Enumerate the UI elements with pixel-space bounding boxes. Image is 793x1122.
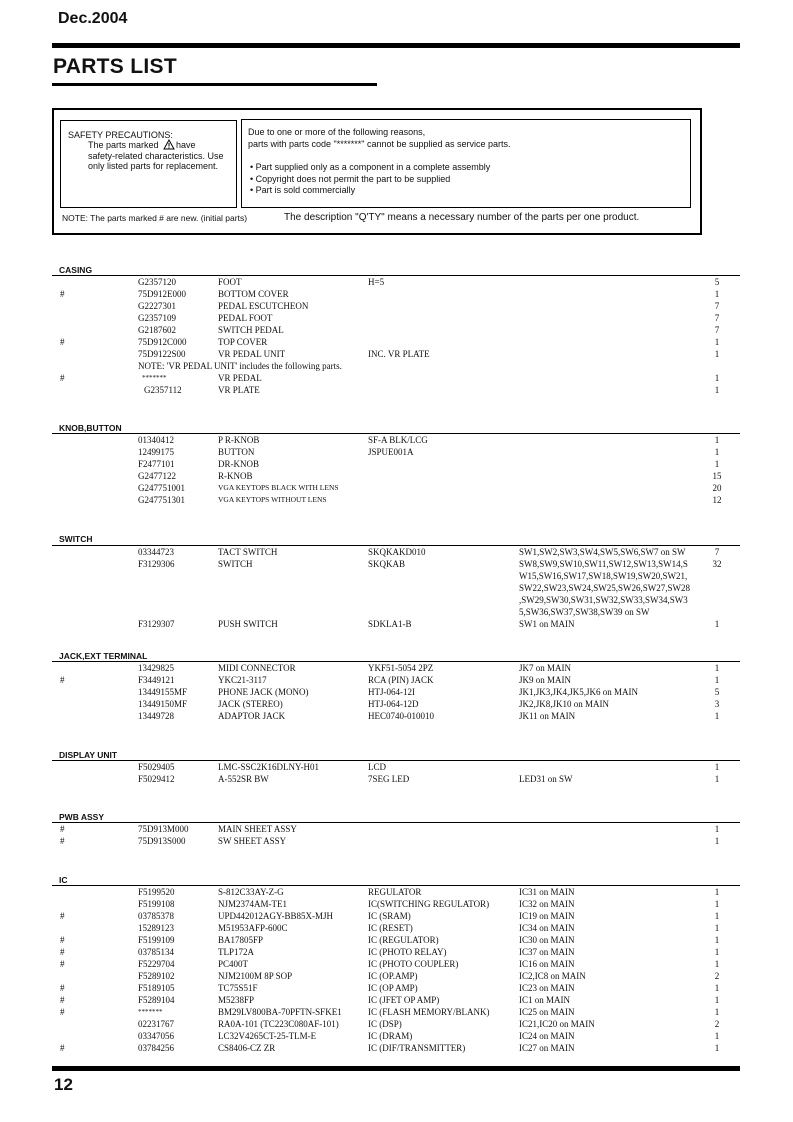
cell-qty: 1 xyxy=(714,459,720,469)
cell-part: G247751301 xyxy=(138,495,185,505)
cell-spec: SF-A BLK/LCG xyxy=(368,435,428,445)
cell-desc: BM29LV800BA-70PFTN-SFKE1 xyxy=(218,1007,342,1017)
table-row xyxy=(0,898,793,910)
cell-desc: S-812C33AY-Z-G xyxy=(218,887,284,897)
cell-spec: IC (PHOTO RELAY) xyxy=(368,947,447,957)
cell-loc: JK11 on MAIN xyxy=(519,711,576,721)
cell-loc: IC32 on MAIN xyxy=(519,899,575,909)
cell-desc: BUTTON xyxy=(218,447,255,457)
table-row xyxy=(0,618,793,630)
cell-loc: SW1 on MAIN xyxy=(519,619,575,629)
section-title-jack: JACK,EXT TERMINAL xyxy=(59,651,148,661)
cell-part: F3129307 xyxy=(138,619,175,629)
cell-spec: SDKLA1-B xyxy=(368,619,412,629)
cell-desc: TACT SWITCH xyxy=(218,547,278,557)
cell-loc: IC19 on MAIN xyxy=(519,911,575,921)
cell-desc: SWITCH PEDAL xyxy=(218,325,284,335)
cell-part: ******* xyxy=(138,1008,163,1016)
cell-spec: YKF51-5054 2PZ xyxy=(368,663,434,673)
cell-part: 03347056 xyxy=(138,1031,174,1041)
cell-part: G2227301 xyxy=(138,301,176,311)
cell-part: G2187602 xyxy=(138,325,176,335)
cell-qty: 7 xyxy=(714,313,720,323)
cell-spec: H=5 xyxy=(368,277,385,287)
cell-qty: 7 xyxy=(714,325,720,335)
cell-part: 02231767 xyxy=(138,1019,174,1029)
cell-qty: 15 xyxy=(712,471,722,481)
cell-loc: IC34 on MAIN xyxy=(519,923,575,933)
cell-desc: JACK (STEREO) xyxy=(218,699,283,709)
top-rule xyxy=(52,43,740,48)
cell-desc: M51953AFP-600C xyxy=(218,923,288,933)
cell-desc: M5238FP xyxy=(218,995,255,1005)
cell-qty: 1 xyxy=(714,995,720,1005)
cell-qty: 12 xyxy=(712,495,722,505)
cell-part: F3449121 xyxy=(138,675,175,685)
cell-desc: R-KNOB xyxy=(218,471,253,481)
cell-spec: INC. VR PLATE xyxy=(368,349,430,359)
cell-qty: 1 xyxy=(714,675,720,685)
cell-part: 75D912E000 xyxy=(138,289,186,299)
table-row xyxy=(0,300,793,312)
cell-qty: 1 xyxy=(714,385,720,395)
cell-loc: IC23 on MAIN xyxy=(519,983,575,993)
cell-part: 75D912C000 xyxy=(138,337,187,347)
cell-desc: PEDAL ESCUTCHEON xyxy=(218,301,309,311)
table-row xyxy=(0,360,793,372)
cell-spec: IC (DIF/TRANSMITTER) xyxy=(368,1043,466,1053)
table-row xyxy=(0,970,793,982)
cell-loc: IC25 on MAIN xyxy=(519,1007,575,1017)
cell-desc: NJM2100M 8P SOP xyxy=(218,971,293,981)
table-row xyxy=(0,312,793,324)
section-title-display-unit: DISPLAY UNIT xyxy=(59,750,118,760)
page-number: 12 xyxy=(54,1075,73,1094)
cell-desc: BA17805FP xyxy=(218,935,264,945)
cell-mark: # xyxy=(60,911,65,921)
cell-part: G2357120 xyxy=(138,277,176,287)
cell-loc: SW22,SW23,SW24,SW25,SW26,SW27,SW28 xyxy=(519,583,690,593)
cell-desc: P R-KNOB xyxy=(218,435,260,445)
cell-loc: IC27 on MAIN xyxy=(519,1043,575,1053)
cell-qty: 1 xyxy=(714,836,720,846)
table-row xyxy=(0,710,793,722)
cell-mark: # xyxy=(60,1043,65,1053)
cell-mark: # xyxy=(60,289,65,299)
table-row xyxy=(0,558,793,570)
supply-note-line: Due to one or more of the following reasons, xyxy=(248,127,426,137)
cell-qty: 20 xyxy=(712,483,722,493)
cell-spec: IC (RESET) xyxy=(368,923,413,933)
cell-spec: IC(SWITCHING REGULATOR) xyxy=(368,899,490,909)
cell-desc: SWITCH xyxy=(218,559,253,569)
cell-desc: PEDAL FOOT xyxy=(218,313,273,323)
cell-part: 03344723 xyxy=(138,547,174,557)
table-row xyxy=(0,773,793,785)
date-label: Dec.2004 xyxy=(58,10,128,27)
table-row xyxy=(0,482,793,494)
cell-mark: # xyxy=(60,675,65,685)
cell-qty: 1 xyxy=(714,349,720,359)
table-row xyxy=(0,384,793,396)
cell-part: 13449150MF xyxy=(138,699,188,709)
cell-desc: TOP COVER xyxy=(218,337,268,347)
cell-spec: HTJ-064-12D xyxy=(368,699,419,709)
table-row xyxy=(0,761,793,773)
section-title-pwb-assy: PWB ASSY xyxy=(59,812,105,822)
table-row xyxy=(0,835,793,847)
table-row xyxy=(0,606,793,618)
cell-desc: VGA KEYTOPS WITHOUT LENS xyxy=(218,495,327,504)
cell-part: F5029405 xyxy=(138,762,175,772)
cell-qty: 1 xyxy=(714,619,720,629)
cell-qty: 1 xyxy=(714,774,720,784)
cell-desc: TC75S51F xyxy=(218,983,258,993)
cell-loc: IC16 on MAIN xyxy=(519,959,575,969)
supply-note-line: parts with parts code "*******" cannot be supplied as service parts. xyxy=(248,139,511,149)
cell-part: F5199520 xyxy=(138,887,175,897)
cell-qty: 1 xyxy=(714,824,720,834)
table-row xyxy=(0,336,793,348)
cell-loc: JK9 on MAIN xyxy=(519,675,572,685)
table-row xyxy=(0,446,793,458)
cell-part: 13449155MF xyxy=(138,687,188,697)
cell-part: 03785134 xyxy=(138,947,174,957)
cell-qty: 5 xyxy=(714,687,720,697)
table-row xyxy=(0,546,793,558)
cell-part: 75D913M000 xyxy=(138,824,189,834)
cell-loc: JK7 on MAIN xyxy=(519,663,572,673)
cell-desc: DR-KNOB xyxy=(218,459,260,469)
cell-qty: 1 xyxy=(714,983,720,993)
cell-desc: A-552SR BW xyxy=(218,774,269,784)
cell-spec: IC (DSP) xyxy=(368,1019,402,1029)
cell-qty: 7 xyxy=(714,547,720,557)
cell-spec: HTJ-064-12I xyxy=(368,687,415,697)
cell-mark: # xyxy=(60,373,65,383)
cell-qty: 1 xyxy=(714,447,720,457)
cell-desc: YKC21-3117 xyxy=(218,675,267,685)
cell-desc: VR PLATE xyxy=(218,385,260,395)
cell-part: F2477101 xyxy=(138,459,175,469)
table-row xyxy=(0,1006,793,1018)
cell-spec: HEC0740-010010 xyxy=(368,711,434,721)
cell-qty: 1 xyxy=(714,711,720,721)
cell-loc: SW1,SW2,SW3,SW4,SW5,SW6,SW7 on SW xyxy=(519,547,686,557)
cell-mark: # xyxy=(60,836,65,846)
table-row xyxy=(0,922,793,934)
cell-qty: 1 xyxy=(714,289,720,299)
cell-loc: IC37 on MAIN xyxy=(519,947,575,957)
cell-desc: NJM2374AM-TE1 xyxy=(218,899,287,909)
table-row xyxy=(0,594,793,606)
cell-qty: 1 xyxy=(714,947,720,957)
cell-part: G247751001 xyxy=(138,483,185,493)
cell-mark: # xyxy=(60,824,65,834)
table-row xyxy=(0,674,793,686)
cell-loc: W15,SW16,SW17,SW18,SW19,SW20,SW21, xyxy=(519,571,688,581)
cell-loc: IC30 on MAIN xyxy=(519,935,575,945)
cell-qty: 5 xyxy=(714,277,720,287)
cell-part: F5199109 xyxy=(138,935,175,945)
cell-qty: 1 xyxy=(714,663,720,673)
cell-desc: LMC-SSC2K16DLNY-H01 xyxy=(218,762,320,772)
safety-line: The parts marked xyxy=(88,140,159,150)
cell-spec: IC (REGULATOR) xyxy=(368,935,439,945)
table-row xyxy=(0,886,793,898)
section-title-switch: SWITCH xyxy=(59,534,93,544)
cell-desc: LC32V4265CT-25-TLM-E xyxy=(218,1031,317,1041)
page-title: PARTS LIST xyxy=(53,55,177,78)
cell-loc: SW8,SW9,SW10,SW11,SW12,SW13,SW14,S xyxy=(519,559,688,569)
table-row xyxy=(0,958,793,970)
cell-loc: JK1,JK3,JK4,JK5,JK6 on MAIN xyxy=(519,687,639,697)
cell-loc: LED31 on SW xyxy=(519,774,573,784)
cell-mark: # xyxy=(60,947,65,957)
supply-reason: • Part is sold commercially xyxy=(250,185,356,195)
cell-loc: IC21,IC20 on MAIN xyxy=(519,1019,595,1029)
cell-part: F5189105 xyxy=(138,983,175,993)
cell-qty: 1 xyxy=(714,935,720,945)
table-row xyxy=(0,982,793,994)
cell-qty: 1 xyxy=(714,435,720,445)
cell-part: 03784256 xyxy=(138,1043,174,1053)
cell-qty: 1 xyxy=(714,887,720,897)
cell-part: F5229704 xyxy=(138,959,175,969)
cell-spec: IC (PHOTO COUPLER) xyxy=(368,959,459,969)
cell-qty: 32 xyxy=(712,559,722,569)
cell-mark: # xyxy=(60,995,65,1005)
cell-qty: 3 xyxy=(714,699,720,709)
title-rule xyxy=(52,83,377,86)
cell-desc: VR PEDAL UNIT xyxy=(218,349,286,359)
cell-mark: # xyxy=(60,983,65,993)
cell-desc: BOTTOM COVER xyxy=(218,289,289,299)
cell-mark: # xyxy=(60,935,65,945)
cell-loc: IC1 on MAIN xyxy=(519,995,570,1005)
table-row xyxy=(0,910,793,922)
cell-part: G2357112 xyxy=(144,385,182,395)
cell-desc: PC400T xyxy=(218,959,249,969)
safety-line: only listed parts for replacement. xyxy=(88,161,219,171)
table-row xyxy=(0,823,793,835)
table-row xyxy=(0,1018,793,1030)
table-row xyxy=(0,348,793,360)
supply-reason: • Part supplied only as a component in a complete assembly xyxy=(250,162,491,172)
cell-qty: 2 xyxy=(714,1019,720,1029)
cell-qty: 7 xyxy=(714,301,720,311)
cell-qty: 1 xyxy=(714,923,720,933)
cell-spec: 7SEG LED xyxy=(368,774,410,784)
cell-part: G2477122 xyxy=(138,471,176,481)
cell-qty: 1 xyxy=(714,959,720,969)
qty-note: The description "Q'TY" means a necessary number of the parts per one product. xyxy=(284,212,640,223)
cell-desc: MIDI CONNECTOR xyxy=(218,663,296,673)
cell-loc: IC2,IC8 on MAIN xyxy=(519,971,586,981)
table-row xyxy=(0,934,793,946)
table-row xyxy=(0,662,793,674)
cell-mark: # xyxy=(60,1007,65,1017)
cell-qty: 1 xyxy=(714,373,720,383)
cell-part: F5029412 xyxy=(138,774,175,784)
cell-loc: JK2,JK8,JK10 on MAIN xyxy=(519,699,610,709)
cell-qty: 1 xyxy=(714,911,720,921)
cell-qty: 1 xyxy=(714,1007,720,1017)
cell-desc: SW SHEET ASSY xyxy=(218,836,287,846)
cell-spec: RCA (PIN) JACK xyxy=(368,675,434,685)
table-row xyxy=(0,434,793,446)
table-row xyxy=(0,994,793,1006)
table-row xyxy=(0,458,793,470)
cell-qty: 1 xyxy=(714,899,720,909)
safety-line: safety-related characteristics. Use xyxy=(88,151,224,161)
cell-part: ******* xyxy=(142,374,167,382)
cell-desc: VR PEDAL xyxy=(218,373,262,383)
table-row xyxy=(0,372,793,384)
cell-mark: # xyxy=(60,959,65,969)
cell-qty: 1 xyxy=(714,1031,720,1041)
table-row xyxy=(0,276,793,288)
cell-part: 13449728 xyxy=(138,711,174,721)
safety-line: SAFETY PRECAUTIONS: xyxy=(68,130,173,140)
cell-spec: LCD xyxy=(368,762,386,772)
warning-triangle-icon xyxy=(163,139,175,150)
cell-part: 75D9122S00 xyxy=(138,349,186,359)
table-row xyxy=(0,288,793,300)
cell-part: 01340412 xyxy=(138,435,174,445)
table-row xyxy=(0,698,793,710)
cell-part: G2357109 xyxy=(138,313,176,323)
cell-part: 75D913S000 xyxy=(138,836,186,846)
cell-spec: SKQKAB xyxy=(368,559,406,569)
cell-spec: IC (DRAM) xyxy=(368,1031,413,1041)
table-row xyxy=(0,570,793,582)
table-row xyxy=(0,946,793,958)
cell-part: F5289104 xyxy=(138,995,175,1005)
supply-reason: • Copyright does not permit the part to be supplied xyxy=(250,174,451,184)
cell-qty: 1 xyxy=(714,1043,720,1053)
section-title-knob-button: KNOB,BUTTON xyxy=(59,423,122,433)
new-parts-note: NOTE: The parts marked # are new. (initial parts) xyxy=(62,213,248,223)
cell-spec: SKQKAKD010 xyxy=(368,547,426,557)
cell-qty: 2 xyxy=(714,971,720,981)
cell-loc: IC24 on MAIN xyxy=(519,1031,575,1041)
table-row xyxy=(0,686,793,698)
cell-part: NOTE: 'VR PEDAL UNIT' includes the following parts. xyxy=(138,361,342,371)
cell-part: F3129306 xyxy=(138,559,175,569)
cell-desc: ADAPTOR JACK xyxy=(218,711,286,721)
cell-desc: MAIN SHEET ASSY xyxy=(218,824,297,834)
cell-desc: VGA KEYTOPS BLACK WITH LENS xyxy=(218,483,339,492)
cell-part: 15289123 xyxy=(138,923,174,933)
cell-desc: UPD442012AGY-BB85X-MJH xyxy=(218,911,334,921)
table-row xyxy=(0,324,793,336)
section-title-casing: CASING xyxy=(59,265,93,275)
cell-part: F5289102 xyxy=(138,971,175,981)
cell-mark: # xyxy=(60,337,65,347)
cell-spec: IC (SRAM) xyxy=(368,911,411,921)
cell-loc: IC31 on MAIN xyxy=(519,887,575,897)
bottom-rule xyxy=(52,1066,740,1071)
cell-desc: PHONE JACK (MONO) xyxy=(218,687,309,697)
cell-desc: PUSH SWITCH xyxy=(218,619,278,629)
table-row xyxy=(0,1042,793,1054)
table-row xyxy=(0,1030,793,1042)
cell-loc: 5,SW36,SW37,SW38,SW39 on SW xyxy=(519,607,650,617)
cell-spec: REGULATOR xyxy=(368,887,422,897)
cell-qty: 1 xyxy=(714,337,720,347)
cell-part: F5199108 xyxy=(138,899,175,909)
table-row xyxy=(0,494,793,506)
cell-desc: CS8406-CZ ZR xyxy=(218,1043,276,1053)
cell-part: 13429825 xyxy=(138,663,174,673)
table-row xyxy=(0,582,793,594)
section-title-ic: IC xyxy=(59,875,68,885)
table-row xyxy=(0,470,793,482)
cell-desc: RA0A-101 (TC223C080AF-101) xyxy=(218,1019,339,1029)
cell-spec: IC (OP.AMP) xyxy=(368,971,418,981)
cell-spec: IC (OP AMP) xyxy=(368,983,418,993)
cell-qty: 1 xyxy=(714,762,720,772)
cell-loc: ,SW29,SW30,SW31,SW32,SW33,SW34,SW3 xyxy=(519,595,688,605)
cell-spec: IC (FLASH MEMORY/BLANK) xyxy=(368,1007,490,1017)
cell-spec: JSPUE001A xyxy=(368,447,414,457)
cell-part: 03785378 xyxy=(138,911,174,921)
safety-line: have xyxy=(176,140,196,150)
cell-desc: TLP172A xyxy=(218,947,254,957)
cell-spec: IC (JFET OP AMP) xyxy=(368,995,440,1005)
cell-part: 12499175 xyxy=(138,447,174,457)
cell-desc: FOOT xyxy=(218,277,242,287)
